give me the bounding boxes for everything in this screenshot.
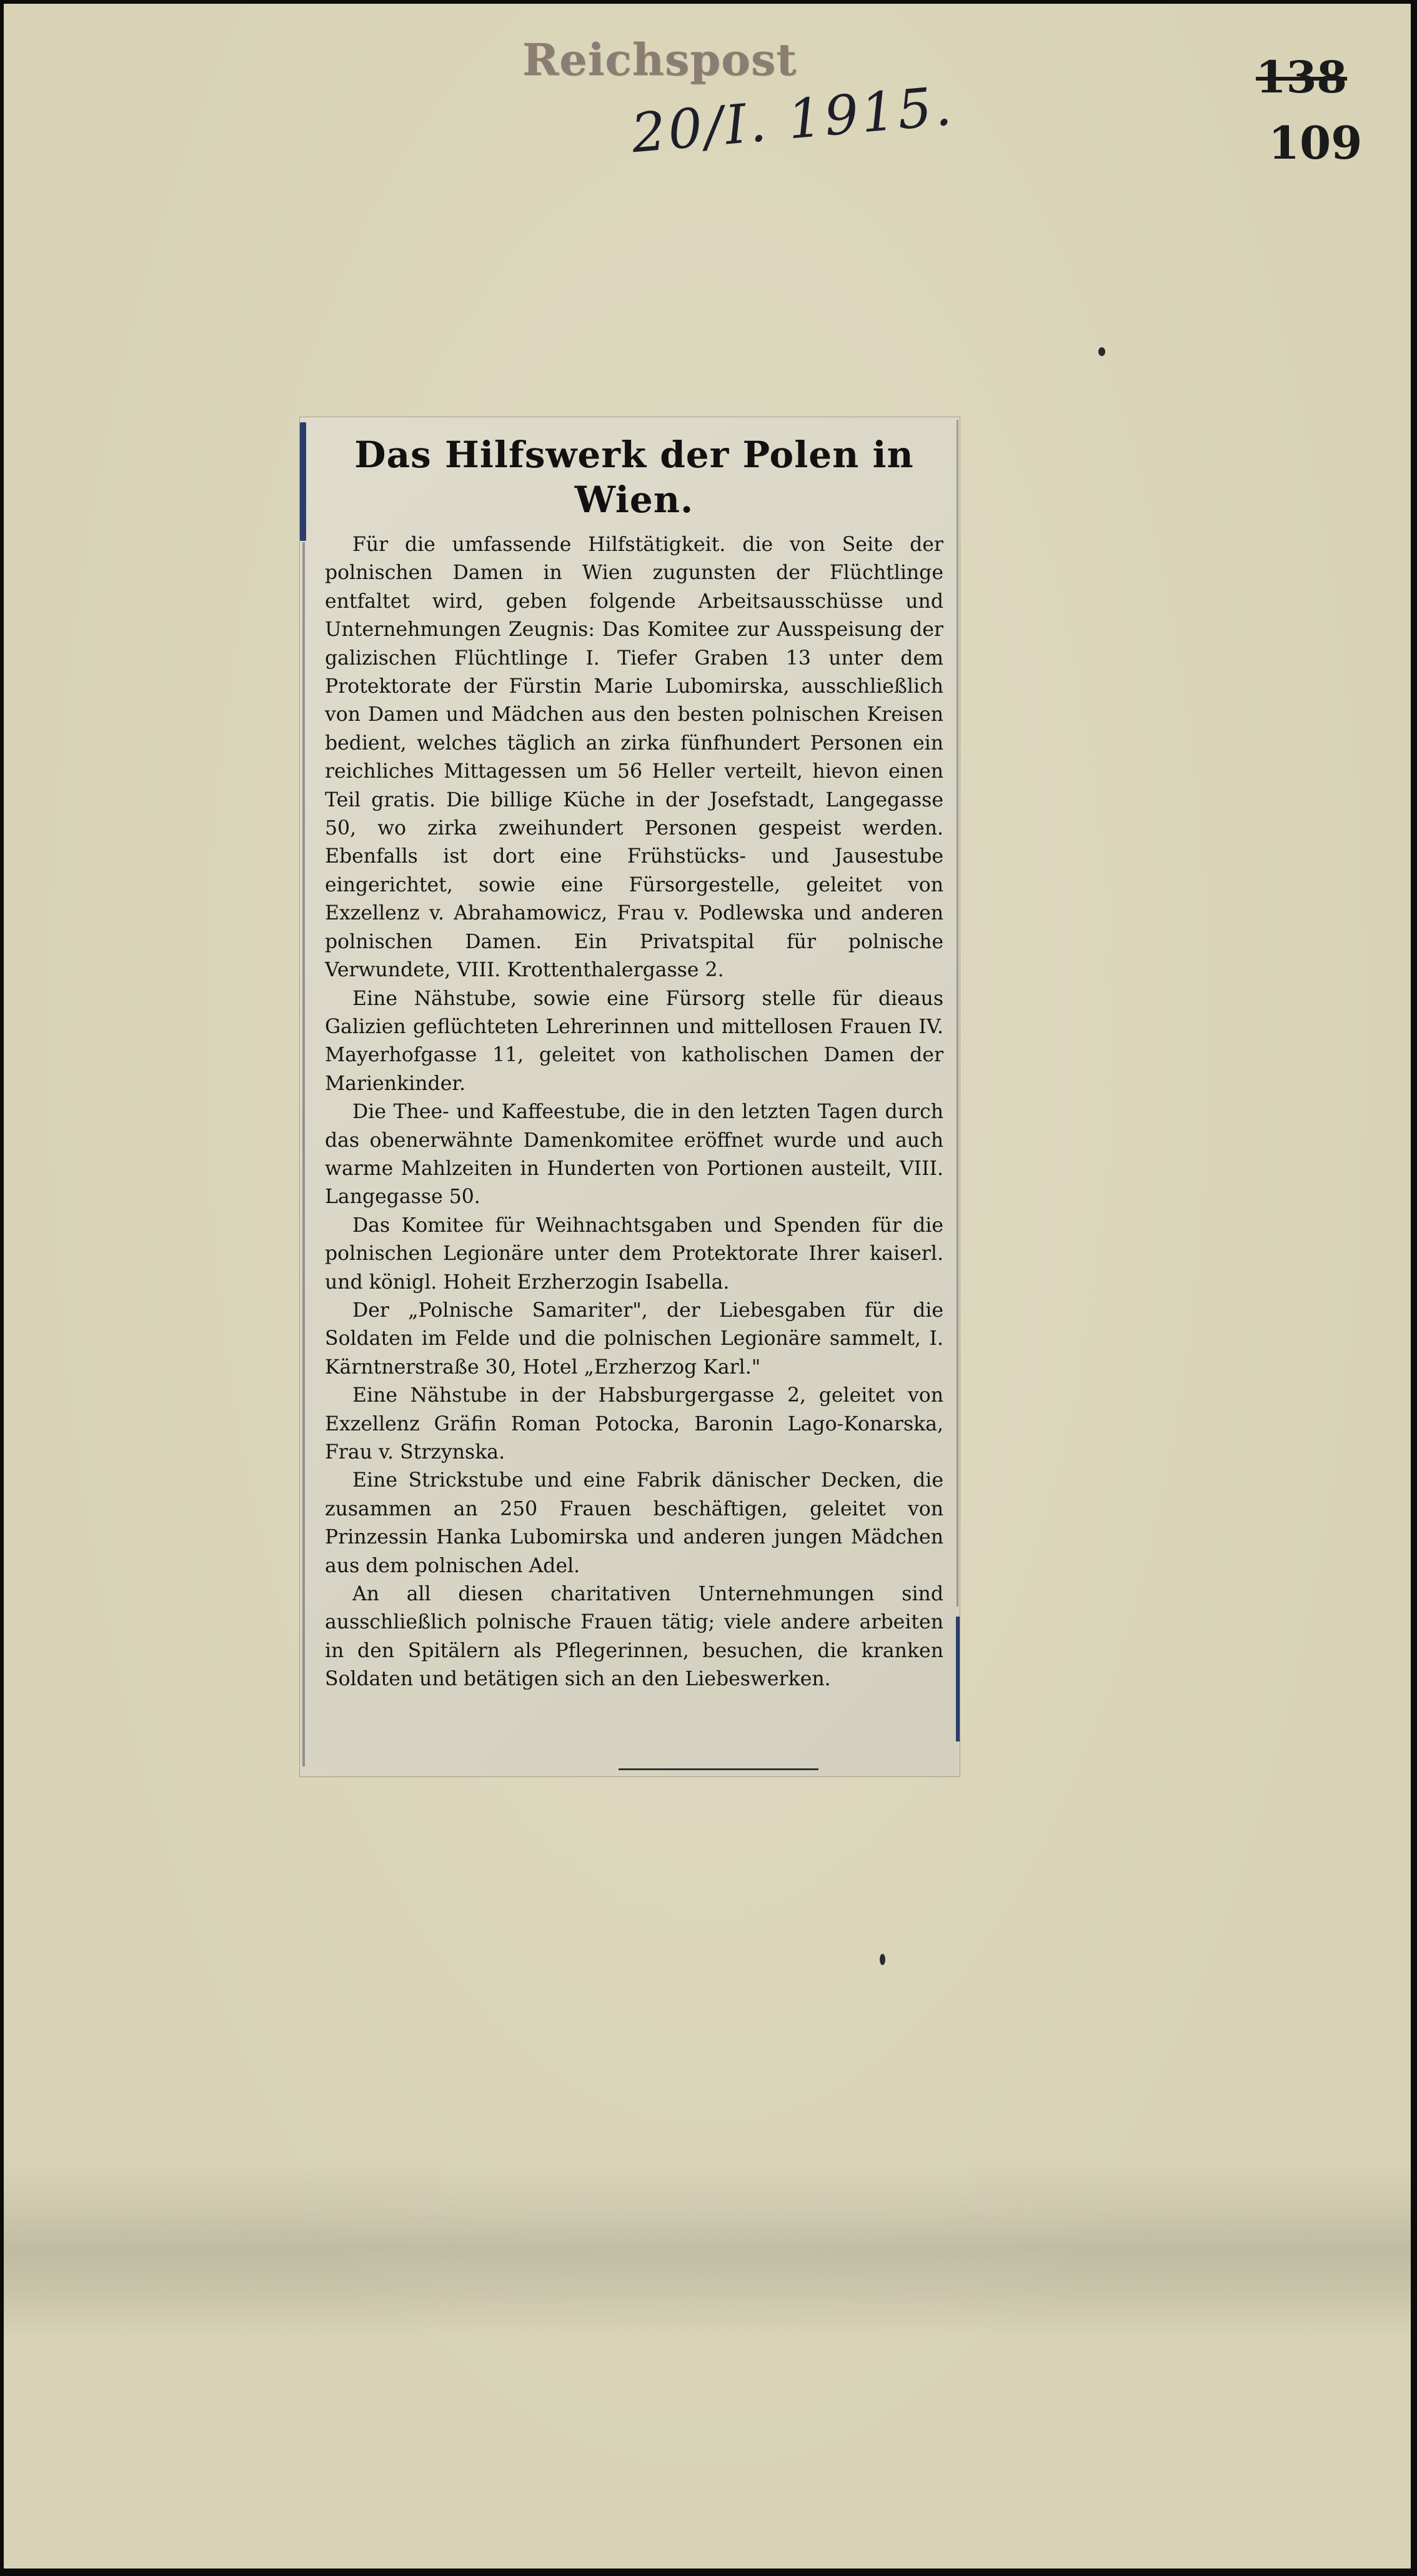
- paper-speck: [880, 1954, 885, 1965]
- article-headline: Das Hilfswerk der Polen in Wien.: [354, 433, 914, 521]
- clipping-edge-mark: [300, 422, 306, 541]
- crossed-page-number: 138: [1256, 51, 1348, 103]
- article-paragraph: Eine Strickstube und eine Fabrik dänischer Decken, die zusammen an 250 Frauen beschäftigen, geleitet von Prinzessin Hanka Lubomirska und anderen jungen Mädchen aus dem polnischen Adel.: [325, 1469, 943, 1577]
- clipping-edge-line: [302, 542, 305, 1766]
- newspaper-stamp: Reichspost: [522, 34, 797, 86]
- paper-speck: [1098, 347, 1105, 356]
- article-paragraph: Eine Nähstube in der Habsburgergasse 2, geleitet von Exzellenz Gräfin Roman Potocka, Baronin Lago-Konarska, Frau v. Strzynska.: [325, 1384, 943, 1464]
- article-paragraph: Die Thee- und Kaffeestube, die in den letzten Tagen durch das obenerwähnte Damenkomitee eröffnet wurde und auch warme Mahlzeiten in Hunderten von Portionen austeilt, VIII. Langegasse 50.: [325, 1101, 943, 1209]
- article-paragraph: Eine Nähstube, sowie eine Fürsorg stelle für dieaus Galizien geflüchteten Lehrerinnen und mittellosen Frauen IV. Mayerhofgasse 11, geleitet von katholischen Damen der Marienkinder.: [325, 987, 943, 1095]
- clipping-edge-line: [957, 420, 958, 1607]
- article-paragraph: An all diesen charitativen Unternehmungen sind ausschließlich polnische Frauen tätig; viele andere arbeiten in den Spitälern als Pflegerinnen, besuchen, die kranken Soldaten und betätigen sich an den Liebeswerken.: [325, 1583, 943, 1691]
- article-paragraph: Für die umfassende Hilfstätigkeit. die von Seite der polnischen Damen in Wien zugunsten der Flüchtlinge entfaltet wird, geben folgende Arbeitsausschüsse und Unternehmungen Zeugnis: Das Komitee zur Ausspeisung der galizischen Flüchtlinge I. Tiefer Graben 13 unter dem Protektorate der Fürstin Marie Lubomirska, ausschließlich von Damen und Mädchen aus den besten polnischen Kreisen bedient, welches täglich an zirka fünfhundert Personen ein reichliches Mittagessen um 56 Heller verteilt, hievon einen Teil gratis. Die billige Küche in der Josefstadt, Langegasse 50, wo zirka zweihundert Personen gespeist werden. Ebenfalls ist dort eine Frühstücks- und Jausestube eingerichtet, sowie eine Fürsorgestelle, geleitet von Exzellenz v. Abrahamowicz, Frau v. Podlewska und anderen polnischen Damen. Ein Privatspital für polnische Verwundete, VIII. Krottenthalergasse 2.: [325, 533, 943, 982]
- paper-stain: [4, 2211, 1411, 2286]
- handwritten-date: 20/I. 1915.: [629, 74, 957, 166]
- clipping-edge-mark: [956, 1617, 960, 1741]
- page-number: 109: [1268, 116, 1363, 169]
- newspaper-clipping: [300, 417, 960, 1776]
- article-paragraph: Das Komitee für Weihnachtsgaben und Spenden für die polnischen Legionäre unter dem Protektorate Ihrer kaiserl. und königl. Hoheit Erzherzogin Isabella.: [325, 1214, 943, 1294]
- end-rule: [619, 1768, 818, 1770]
- article-paragraph: Der „Polnische Samariter", der Liebesgaben für die Soldaten im Felde und die polnischen Legionäre sammelt, I. Kärntnerstraße 30, Hotel „Erzherzog Karl.": [325, 1299, 943, 1379]
